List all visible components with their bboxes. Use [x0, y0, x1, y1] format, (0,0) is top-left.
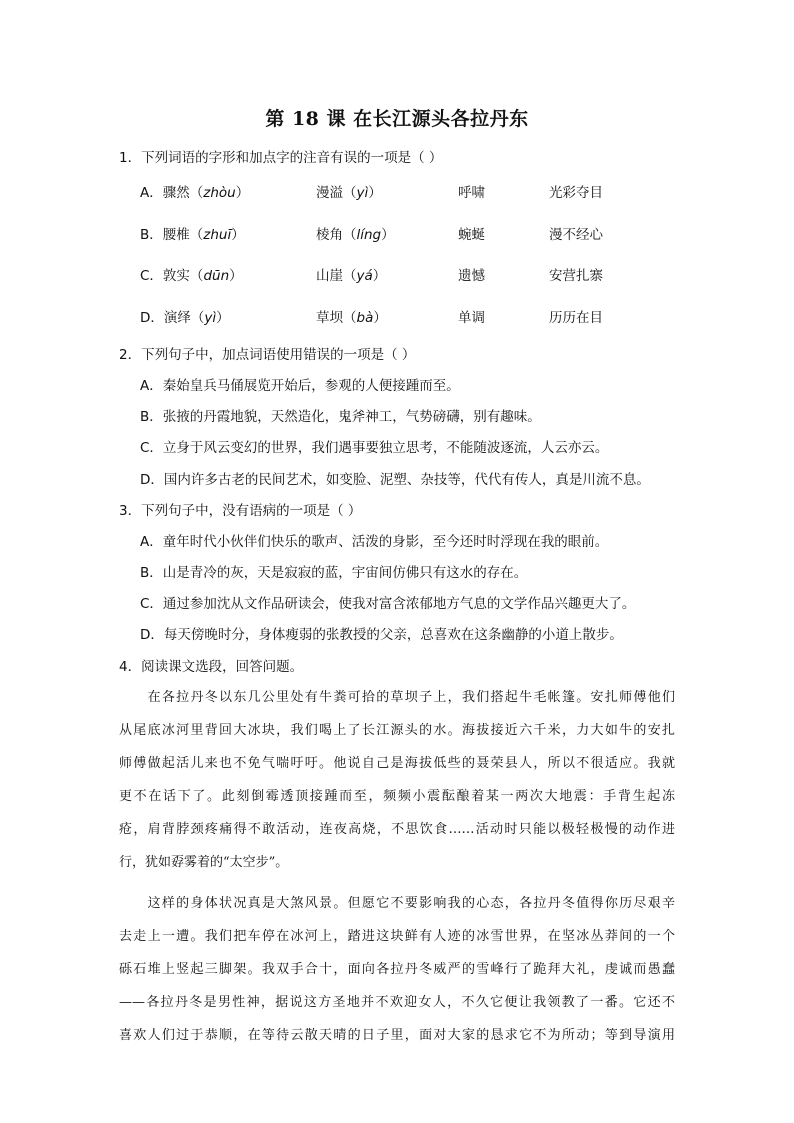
option-b-word2: [316, 223, 395, 243]
option-d-close: ）: [216, 310, 230, 326]
question-3-option-d: D．每天傍晚时分，身体瘦弱的张教授的父亲，总喜欢在这条幽静的小道上散步。: [140, 627, 623, 643]
question-3-option-c: C．通过参加沈从文作品研读会，使我对富含浓郁地方气息的文学作品兴趣更大了。: [140, 596, 636, 612]
question-2-option-c: C．立身于风云变幻的世界，我们遇事要独立思考，不能随波逐流，人云亦云。: [140, 440, 609, 456]
option-d-word4: 历历在目: [549, 310, 603, 326]
option-d-word2: [316, 306, 387, 326]
option-d-word2-text: 草坝（: [316, 310, 357, 326]
option-a-label: A．骤然（: [140, 185, 204, 201]
question-2-option-b: B．张掖的丹霞地貌，天然造化，鬼斧神工，气势磅礴，别有趣味。: [140, 409, 541, 425]
passage-line: 喜欢人们过于恭顺，在等待云散天晴的日子里，面对大家的恳求它不为所动；等到导演用: [119, 1028, 675, 1043]
option-c-word2-text: 山崖（: [316, 268, 357, 284]
option-a-close: ）: [235, 185, 250, 201]
option-c-word3: 遗憾: [458, 268, 485, 284]
lesson-title: 第 18 课 在长江源头各拉丹东: [265, 108, 529, 130]
option-b-word2-text: 棱角（: [316, 227, 357, 243]
option-a-word2: [316, 181, 382, 201]
option-a-pinyin: zhòu: [203, 185, 236, 201]
option-a-word1: [140, 181, 249, 201]
option-a-word2-pinyin: yì: [356, 185, 369, 201]
option-a-word2-text: 漫溢（: [316, 185, 357, 201]
question-1-stem: 1．下列词语的字形和加点字的注音有误的一项是（ ）: [119, 150, 443, 166]
option-c-word2: [316, 264, 386, 284]
option-d-word2-pinyin: bà: [356, 310, 374, 326]
option-b-pinyin: zhuī: [203, 227, 232, 243]
question-2-option-a: A．秦始皇兵马俑展览开始后，参观的人便接踵而至。: [140, 378, 460, 394]
passage-line: 师傅做起活儿来也不免气喘吁吁。他说自己是海拔低些的聂荣县人，所以不很适应。我就: [119, 756, 675, 771]
passage-line: 在各拉丹冬以东几公里处有牛粪可拾的草坝子上，我们搭起牛毛帐篷。安扎师傅他们: [119, 690, 675, 705]
passage-line: 更不在话下了。此刻倒霉透顶接踵而至，频频小震酝酿着某一两次大地震：手背生起冻: [119, 789, 675, 804]
passage-line: 疮，肩背脖颈疼痛得不敢活动，连夜高烧，不思饮食……活动时只能以极轻极慢的动作进: [119, 822, 675, 837]
passage-line: ——各拉丹冬是男性神，据说这方圣地并不欢迎女人，不久它便让我领教了一番。它还不: [119, 995, 675, 1010]
question-3-option-b: B．山是青冷的灰，天是寂寂的蓝，宇宙间仿佛只有这水的存在。: [140, 565, 528, 581]
option-d-word1: [140, 306, 230, 326]
option-c-close: ）: [229, 268, 243, 284]
option-d-pinyin: yì: [204, 310, 217, 326]
option-c-label: C．敦实（: [140, 268, 204, 284]
question-3-option-a: A．童年时代小伙伴们快乐的歌声、活泼的身影，至今还时时浮现在我的眼前。: [140, 534, 609, 550]
option-b-word2-close: ）: [381, 227, 395, 243]
option-b-close: ）: [231, 227, 245, 243]
option-d-word3: 单调: [458, 310, 485, 326]
option-d-word2-close: ）: [373, 310, 387, 326]
option-a-word4: 光彩夺目: [549, 185, 603, 201]
question-2-option-d: D．国内许多古老的民间艺术，如变脸、泥塑、杂技等，代代有传人，真是川流不息。: [140, 472, 650, 488]
passage-line: 行，犹如孬雾着的“太空步”。: [119, 855, 289, 870]
question-3-stem: 3．下列句子中，没有语病的一项是（ ）: [119, 503, 362, 519]
option-c-word4: 安营扎寨: [549, 268, 603, 284]
option-c-word1: [140, 264, 243, 284]
option-c-word2-close: ）: [372, 268, 387, 284]
option-c-word2-pinyin: yá: [356, 268, 373, 284]
passage-line: 砾石堆上竖起三脚架。我双手合十，面向各拉丹冬威严的雪峰行了跪拜大礼，虔诚而愚蠢: [119, 962, 675, 977]
option-b-word4: 漫不经心: [549, 227, 603, 243]
option-c-pinyin: dūn: [203, 268, 230, 284]
option-b-word3: 蜿蜒: [458, 227, 485, 243]
question-2-stem: 2．下列句子中，加点词语使用错误的一项是（ ）: [119, 347, 416, 363]
option-d-label: D．演绎（: [140, 310, 205, 326]
passage-line: 这样的身体状况真是大煞风景。但愿它不要影响我的心态，各拉丹冬值得你历尽艰辛: [119, 896, 675, 911]
option-b-label: B．腰椎（: [140, 227, 204, 243]
option-a-word2-close: ）: [368, 185, 382, 201]
option-b-word1: [140, 223, 245, 243]
passage-line: 去走上一遭。我们把车停在冰河上，踏进这块鲜有人迹的冰雪世界，在坚冰丛莽间的一个: [119, 929, 675, 944]
question-4-stem: 4．阅读课文选段，回答问题。: [119, 659, 304, 675]
option-a-word3: 呼啸: [458, 185, 485, 201]
passage-line: 从尾底冰河里背回大冰块，我们喝上了长江源头的水。海拔接近六千米，力大如牛的安扎: [119, 723, 675, 738]
option-b-word2-pinyin: líng: [356, 227, 382, 243]
